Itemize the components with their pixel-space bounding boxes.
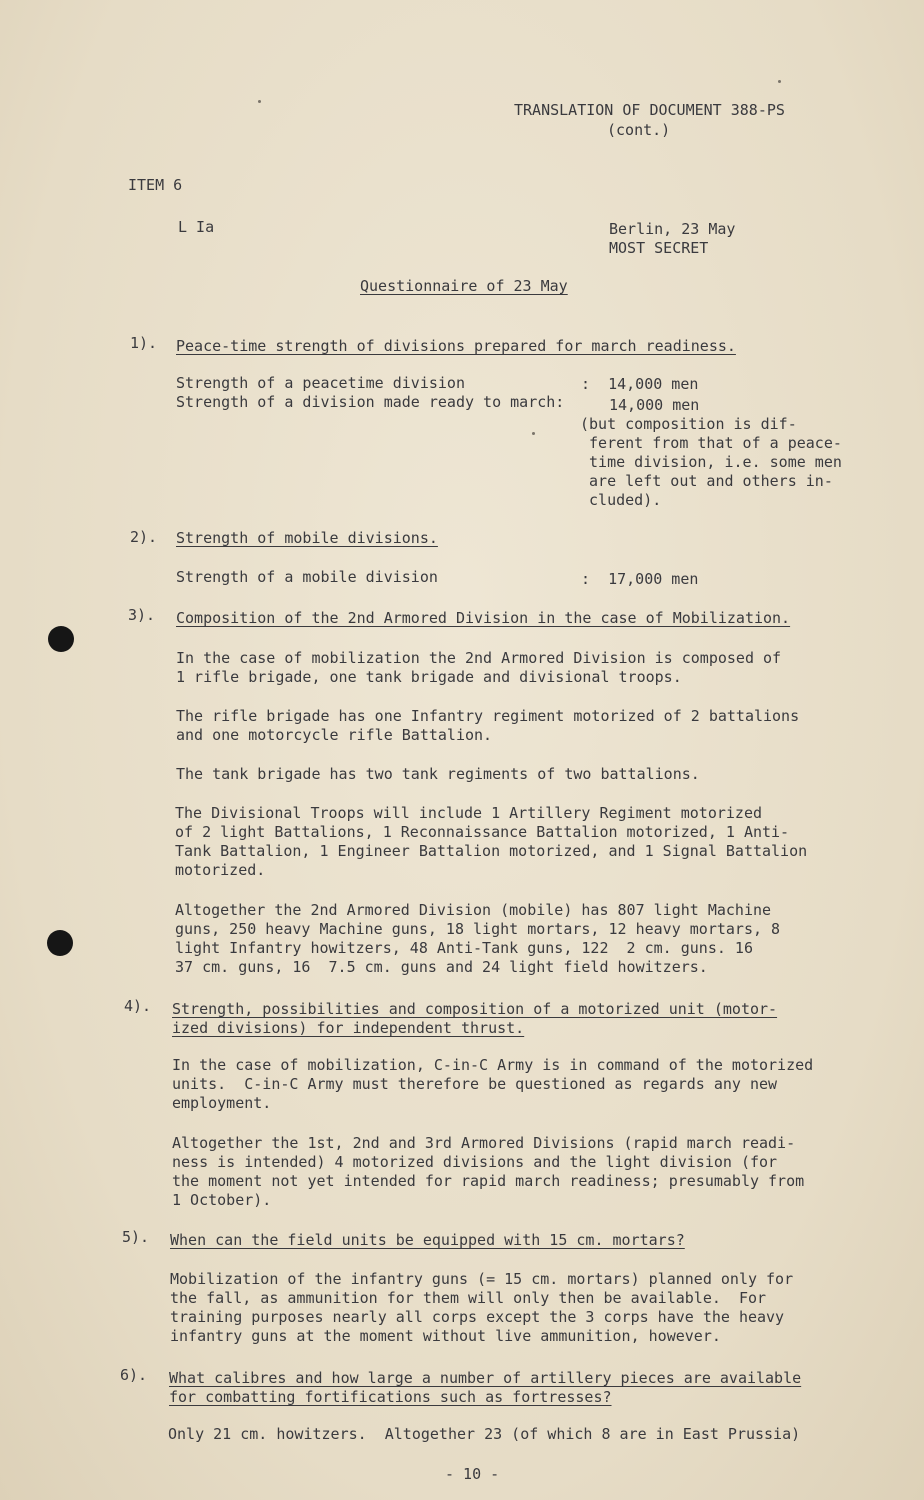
q2-label: Strength of a mobile division xyxy=(176,568,438,586)
paper-speck xyxy=(532,432,535,435)
q3-paragraph-1: In the case of mobilization the 2nd Armored Division is composed of 1 rifle brigade, one tank brigade and divisional troops. xyxy=(176,649,782,686)
classification: MOST SECRET xyxy=(609,239,709,257)
place-date: Berlin, 23 May xyxy=(609,220,736,238)
q1-line2-value: 14,000 men xyxy=(609,396,700,414)
q3-heading: Composition of the 2nd Armored Division in the case of Mobilization. xyxy=(176,609,791,627)
document-title-cont: (cont.) xyxy=(607,121,671,139)
q6-paragraph-1: Only 21 cm. howitzers. Altogether 23 (of which 8 are in East Prussia) xyxy=(168,1425,801,1443)
q2-number: 2). xyxy=(130,528,158,546)
page-number: - 10 - xyxy=(445,1465,500,1483)
punch-hole-bottom xyxy=(47,930,73,956)
questionnaire-title: Questionnaire of 23 May xyxy=(360,277,568,295)
q6-heading: What calibres and how large a number of artillery pieces are available for combatting fortifications such as fortresses? xyxy=(169,1369,802,1406)
q6-number: 6). xyxy=(120,1366,148,1384)
q4-paragraph-2: Altogether the 1st, 2nd and 3rd Armored Divisions (rapid march readi- ness is intended) 4 motorized divisions and the light division (for the moment not yet intended for rapid march readiness; presumably from 1 October). xyxy=(172,1134,805,1209)
q2-heading: Strength of mobile divisions. xyxy=(176,529,438,547)
q1-note: (but composition is dif- ferent from that of a peace- time division, i.e. some men are left out and others in- cluded). xyxy=(580,415,842,509)
paper-speck xyxy=(778,80,781,83)
document-title: TRANSLATION OF DOCUMENT 388-PS xyxy=(514,101,785,119)
q1-line1-label: Strength of a peacetime division xyxy=(176,374,465,392)
item-label: ITEM 6 xyxy=(128,176,183,194)
reference-code: L Ia xyxy=(178,218,215,236)
q3-paragraph-2: The rifle brigade has one Infantry regiment motorized of 2 battalions and one motorcycle rifle Battalion. xyxy=(176,707,800,744)
q1-number: 1). xyxy=(130,334,158,352)
paper-speck xyxy=(258,100,261,103)
q3-paragraph-5: Altogether the 2nd Armored Division (mobile) has 807 light Machine guns, 250 heavy Machine guns, 18 light mortars, 12 heavy mortars, 8 light Infantry howitzers, 48 Anti-Tank guns, 122 2 cm. guns. 16 37 cm. guns, 16 7.5 cm. guns and 24 light field howitzers. xyxy=(175,901,781,976)
q1-line1-value: : 14,000 men xyxy=(581,375,699,393)
q4-paragraph-1: In the case of mobilization, C-in-C Army is in command of the motorized units. C-in-C Army must therefore be questioned as regards any new employment. xyxy=(172,1056,814,1112)
q2-value: : 17,000 men xyxy=(581,570,699,588)
q5-paragraph-1: Mobilization of the infantry guns (= 15 cm. mortars) planned only for the fall, as ammunition for them will only then be available. For training purposes nearly all corps except the 3 corps have the heavy infantry guns at the moment without live ammunition, however. xyxy=(170,1270,794,1345)
q1-line2-label: Strength of a division made ready to march: xyxy=(176,393,565,411)
punch-hole-top xyxy=(48,626,74,652)
q5-heading: When can the field units be equipped with 15 cm. mortars? xyxy=(170,1231,685,1249)
q3-paragraph-4: The Divisional Troops will include 1 Artillery Regiment motorized of 2 light Battalions, 1 Reconnaissance Battalion motorized, 1 Anti- Tank Battalion, 1 Engineer Battalion motorized, and 1 Signal Battalion motorized. xyxy=(175,804,808,879)
q5-number: 5). xyxy=(122,1228,150,1246)
q4-number: 4). xyxy=(124,997,152,1015)
q1-heading: Peace-time strength of divisions prepared for march readiness. xyxy=(176,337,736,355)
q3-paragraph-3: The tank brigade has two tank regiments of two battalions. xyxy=(176,765,700,783)
q3-number: 3). xyxy=(128,606,156,624)
q4-heading: Strength, possibilities and composition of a motorized unit (motor- ized divisions) for independent thrust. xyxy=(172,1000,778,1037)
